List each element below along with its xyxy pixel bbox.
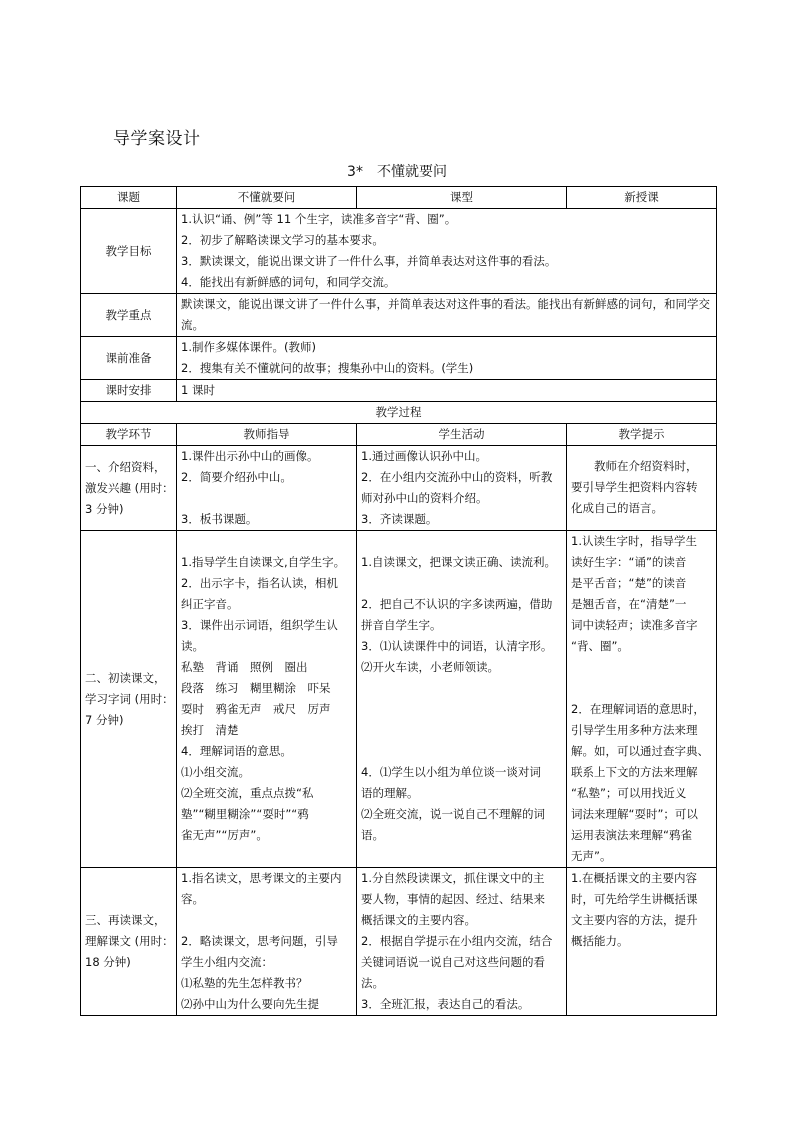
- topic-value: 不懂就要问: [177, 187, 357, 209]
- student-cell: [357, 446, 567, 531]
- stage-line: 18 分钟): [85, 955, 131, 969]
- student-line: 4．⑴学生以小组为单位谈一谈对词: [361, 765, 541, 779]
- teacher-line: ⑵全班交流，重点点拨“私: [181, 786, 314, 800]
- tips-line: “背、圈”。: [571, 639, 629, 653]
- student-line: 3．齐读课题。: [361, 512, 438, 526]
- student-line: 语。: [361, 828, 384, 842]
- table-row: [81, 446, 717, 531]
- tips-line: 是翘舌音，在“清楚”一: [571, 597, 687, 611]
- student-cell: [357, 531, 567, 868]
- focus-cell: [177, 294, 717, 337]
- table-row: [81, 402, 717, 424]
- student-line: 3．⑴认读课件中的词语，认清字形。: [361, 639, 553, 653]
- tips-line: 概括能力。: [571, 934, 629, 948]
- student-line: 1.自读课文，把课文读正确、读流利。: [361, 555, 556, 569]
- student-line: 2．把自己不认识的字多读两遍，借助: [361, 597, 553, 611]
- stage-cell: [81, 446, 177, 531]
- student-line: 要人物，事情的起因、经过、结果来: [361, 892, 545, 906]
- stage-cell: [81, 868, 177, 1016]
- teacher-cell: [177, 868, 357, 1016]
- tips-line: 2．在理解词语的意思时，: [571, 702, 705, 716]
- tips-line: 时，可先给学生讲概括课: [571, 892, 698, 906]
- table-row: [81, 187, 717, 209]
- teacher-line: ⑴私塾的先生怎样教书？: [181, 976, 308, 990]
- table-row: [81, 209, 717, 294]
- student-line: ⑵全班交流，说一说自己不理解的词: [361, 807, 545, 821]
- prep-item: 2．搜集有关不懂就问的故事；搜集孙中山的资料。(学生): [181, 361, 474, 375]
- tips-line: 文主要内容的方法，提升: [571, 913, 698, 927]
- tips-line: 读好生字：“诵”的读音: [571, 555, 687, 569]
- stage-line: 二、初读课文，: [85, 670, 166, 685]
- stage-line: 学习字词 (用时：: [85, 691, 174, 706]
- goal-item: 1.认识“诵、例”等 11 个生字，读准多音字“背、圈”。: [181, 212, 457, 226]
- teacher-line: 纠正字音。: [181, 597, 239, 611]
- table-row: [81, 337, 717, 380]
- tips-line: 1.在概括课文的主要内容: [571, 871, 697, 885]
- teacher-line: 3．课件出示词语，组织学生认: [181, 618, 338, 632]
- prep-cell: [177, 337, 717, 380]
- goal-item: 2．初步了解略读课文学习的基本要求。: [181, 233, 384, 247]
- goal-item: 3．默读课文，能说出课文讲了一件什么事，并简单表达对这件事的看法。: [181, 254, 557, 268]
- teacher-line: 4．理解词语的意思。: [181, 744, 292, 758]
- teacher-line: ⑵孙中山为什么要向先生提: [181, 997, 319, 1011]
- type-value: 新授课: [567, 187, 717, 209]
- process-header-teacher: 教师指导: [177, 424, 357, 446]
- goals-label: 教学目标: [81, 209, 177, 294]
- tips-line: 运用表演法来理解“鸦雀: [571, 828, 692, 842]
- lesson-number: 3*: [347, 164, 363, 180]
- student-line: 1.分自然段读课文，抓住课文中的主: [361, 871, 545, 885]
- topic-label: 课题: [81, 187, 177, 209]
- student-line: 3．全班汇报，表达自己的看法。: [361, 997, 530, 1011]
- teacher-line: 2．略读课文，思考问题，引导: [181, 934, 338, 948]
- prep-label: 课前准备: [81, 337, 177, 380]
- tips-cell: [567, 446, 717, 531]
- tips-cell: [567, 531, 717, 868]
- tips-line: 教师在介绍资料时，: [571, 459, 698, 473]
- goal-item: 4．能找出有新鲜感的词句，和同学交流。: [181, 275, 396, 289]
- table-row: [81, 531, 717, 868]
- student-line: 法。: [361, 976, 384, 990]
- lesson-plan-table: [80, 186, 717, 1016]
- stage-cell: [81, 531, 177, 868]
- time-label: 课时安排: [81, 380, 177, 402]
- student-line: 语的理解。: [361, 786, 419, 800]
- focus-text: 默读课文，能说出课文讲了一件什么事，并简单表达对这件事的看法。能找出有新鲜感的词句，和同学交流。: [181, 297, 710, 332]
- student-line: ⑵开火车读，小老师领读。: [361, 660, 499, 674]
- teacher-line: 1.课件出示孙中山的画像。: [181, 449, 319, 463]
- teacher-line: 学生小组内交流：: [181, 955, 273, 969]
- focus-label: 教学重点: [81, 294, 177, 337]
- table-row: [81, 294, 717, 337]
- student-line: 2．在小组内交流孙中山的资料，听教: [361, 470, 553, 484]
- student-line: 拼音自学生字。: [361, 618, 442, 632]
- vocab-line: 耍时 鸦雀无声 戒尺 厉声: [181, 702, 331, 716]
- goals-cell: [177, 209, 717, 294]
- student-line: 1.通过画像认识孙中山。: [361, 449, 487, 463]
- stage-line: 激发兴趣 (用时：: [85, 480, 174, 495]
- document-heading: 导学案设计: [113, 129, 201, 149]
- vocab-line: 段落 练习 糊里糊涂 吓呆: [181, 681, 331, 695]
- stage-line: 7 分钟): [85, 712, 124, 727]
- time-value: 1 课时: [177, 380, 717, 402]
- student-line: 关键词语说一说自己对这些问题的看: [361, 955, 545, 969]
- tips-line: 引导学生用多种方法来理: [571, 723, 698, 737]
- lesson-name: 不懂就要问: [376, 164, 447, 180]
- process-title: 教学过程: [81, 402, 717, 424]
- teacher-line: 2．简要介绍孙中山。: [181, 470, 292, 484]
- teacher-line: 塾”“糊里糊涂”“耍时”“鸦: [181, 807, 309, 821]
- teacher-line: 读。: [181, 639, 204, 653]
- stage-line: 理解课文 (用时：: [85, 934, 174, 948]
- tips-line: 1.认读生字时，指导学生: [571, 534, 697, 548]
- tips-cell: [567, 868, 717, 1016]
- teacher-line: 1.指名读文，思考课文的主要内: [181, 871, 342, 885]
- teacher-line: 容。: [181, 892, 204, 906]
- teacher-line: 3．板书课题。: [181, 512, 258, 526]
- tips-line: 要引导学生把资料内容转: [571, 480, 698, 494]
- table-row: [81, 424, 717, 446]
- prep-item: 1.制作多媒体课件。(教师): [181, 340, 316, 354]
- type-label: 课型: [357, 187, 567, 209]
- tips-line: 解。如，可以通过查字典、: [571, 744, 709, 758]
- table-row: [81, 868, 717, 1016]
- teacher-line: 雀无声”“厉声”。: [181, 828, 268, 842]
- vocab-line: 私塾 背诵 照例 圈出: [181, 660, 308, 674]
- lesson-title: [0, 161, 794, 181]
- tips-line: 无声”。: [571, 849, 612, 863]
- tips-line: 词中读轻声；读准多音字: [571, 618, 698, 632]
- tips-line: 是平舌音；“楚”的读音: [571, 576, 687, 590]
- stage-line: 3 分钟): [85, 501, 124, 516]
- stage-line: 三、再读课文，: [85, 913, 166, 927]
- teacher-line: 2．出示字卡，指名认读，相机: [181, 576, 338, 590]
- process-header-tips: 教学提示: [567, 424, 717, 446]
- teacher-line: ⑴小组交流。: [181, 765, 250, 779]
- stage-line: 一、介绍资料，: [85, 459, 166, 474]
- teacher-line: 1.指导学生自读课文,自学生字。: [181, 555, 346, 569]
- tips-line: 联系上下文的方法来理解: [571, 765, 698, 779]
- student-cell: [357, 868, 567, 1016]
- teacher-cell: [177, 446, 357, 531]
- student-line: 概括课文的主要内容。: [361, 913, 476, 927]
- vocab-line: 挨打 清楚: [181, 723, 239, 737]
- tips-line: 化成自己的语言。: [571, 501, 663, 515]
- tips-line: “私塾”；可以用找近义: [571, 786, 687, 800]
- process-header-student: 学生活动: [357, 424, 567, 446]
- student-line: 师对孙中山的资料介绍。: [361, 491, 488, 505]
- table-row: [81, 380, 717, 402]
- tips-line: 词法来理解“耍时”；可以: [571, 807, 698, 821]
- process-header-stage: 教学环节: [81, 424, 177, 446]
- teacher-cell: [177, 531, 357, 868]
- student-line: 2．根据自学提示在小组内交流，结合: [361, 934, 553, 948]
